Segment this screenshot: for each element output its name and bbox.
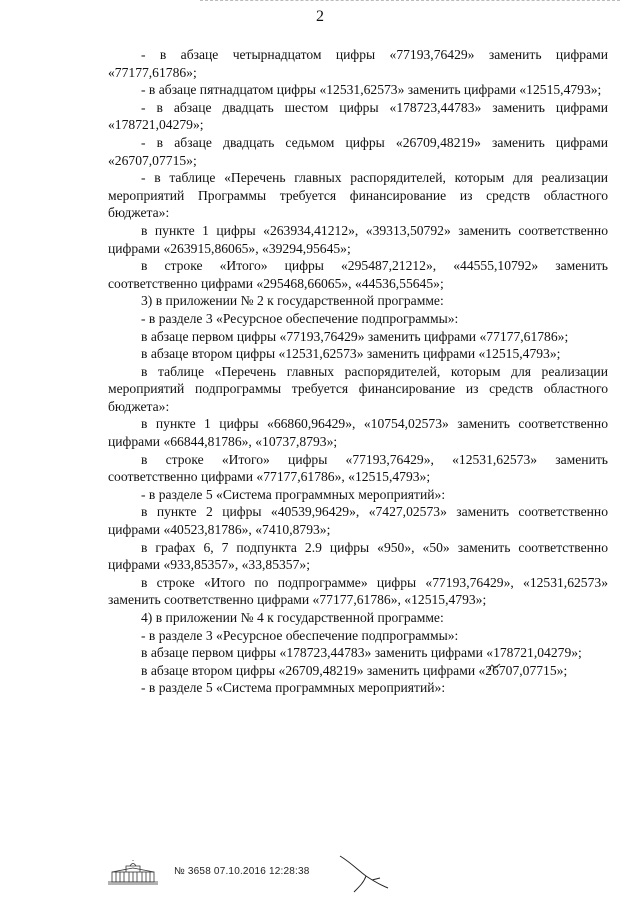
paragraph: в строке «Итого по подпрограмме» цифры «77193,76429», «12531,62573» заменить соответственно цифрами «77177,61786», «12515,4793»; (108, 574, 608, 608)
paragraph: 3) в приложении № 2 к государственной программе: (141, 293, 444, 309)
handwritten-signature-icon (336, 852, 396, 896)
paragraph: - в таблице «Перечень главных распорядителей, которым для реализации мероприятий Программы требуется финансирование из средств областного бюджета»: (108, 170, 608, 221)
footer (104, 860, 624, 900)
paragraph: в таблице «Перечень главных распорядителей, которым для реализации мероприятий подпрограммы требуется финансирование из средств областного бюджета»: (108, 363, 608, 414)
paragraph: - в абзаце четырнадцатом цифры «77193,76429» заменить цифрами «77177,61786»; (108, 47, 608, 80)
paragraph: в абзаце втором цифры «26709,48219» заменить цифрами «26707,07715»; (141, 662, 568, 678)
paragraph: в абзаце первом цифры «77193,76429» заменить цифрами «77177,61786»; (141, 328, 569, 344)
paragraph: - в разделе 3 «Ресурсное обеспечение подпрограммы»: (141, 310, 459, 326)
paragraph: - в абзаце двадцать седьмом цифры «26709,48219» заменить цифрами «26707,07715»; (108, 134, 608, 168)
paragraph: в графах 6, 7 подпункта 2.9 цифры «950», «50» заменить соответственно цифрами «933,85357», «33,85357»; (108, 539, 608, 573)
scan-mark-icon (486, 662, 502, 672)
document-body (108, 46, 608, 697)
paragraph: - в абзаце пятнадцатом цифры «12531,62573» заменить цифрами «12515,4793»; (141, 82, 602, 98)
paragraph: - в разделе 3 «Ресурсное обеспечение подпрограммы»: (141, 627, 459, 643)
paragraph: в пункте 1 цифры «66860,96429», «10754,02573» заменить соответственно цифрами «66844,81786», «10737,8793»; (108, 416, 608, 450)
paragraph: - в разделе 5 «Система программных мероприятий»: (141, 486, 446, 502)
paragraph: в пункте 1 цифры «263934,41212», «39313,50792» заменить соответственно цифрами «263915,86065», «39294,95645»; (108, 222, 608, 256)
paragraph: в строке «Итого» цифры «77193,76429», «12531,62573» заменить соответственно цифрами «77177,61786», «12515,4793»; (108, 451, 608, 485)
paragraph: в пункте 2 цифры «40539,96429», «7427,02573» заменить соответственно цифрами «40523,81786», «7410,8793»; (108, 504, 608, 538)
building-logo-icon (104, 860, 162, 886)
paragraph: - в разделе 5 «Система программных мероприятий»: (141, 680, 446, 696)
registry-number: № 3658 07.10.2016 12:28:38 (174, 866, 310, 877)
paragraph: в строке «Итого» цифры «295487,21212», «44555,10792» заменить соответственно цифрами «295468,66065», «44536,55645»; (108, 258, 608, 291)
page-number: 2 (316, 8, 324, 25)
paragraph: в абзаце первом цифры «178723,44783» заменить цифрами «178721,04279»; (141, 645, 582, 661)
paragraph: 4) в приложении № 4 к государственной программе: (141, 610, 444, 625)
scan-artifact-line (200, 0, 620, 3)
paragraph: - в абзаце двадцать шестом цифры «178723,44783» заменить цифрами «178721,04279»; (108, 99, 608, 133)
paragraph: в абзаце втором цифры «12531,62573» заменить цифрами «12515,4793»; (141, 346, 561, 362)
